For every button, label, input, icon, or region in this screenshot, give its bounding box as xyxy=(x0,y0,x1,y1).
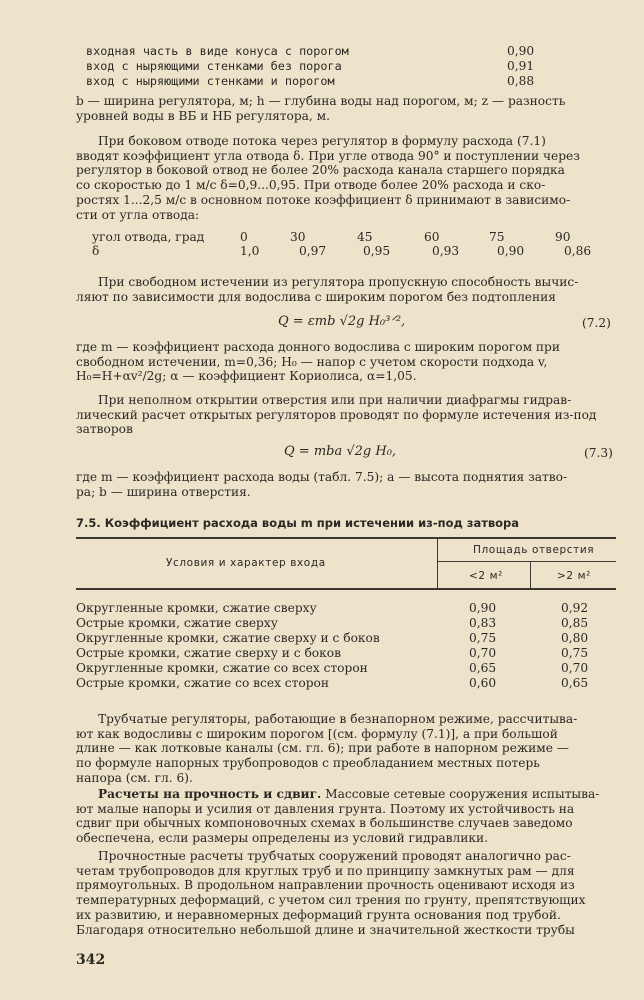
text-line: уровней воды в ВБ и НБ регулятора, м. xyxy=(76,108,331,123)
text-line: регулятор в боковой отвод не более 20% расхода канала старшего порядка xyxy=(76,163,565,178)
table-cell: 0,65 xyxy=(469,661,497,675)
delta-value: 0,97 xyxy=(299,244,327,258)
text-line: сдвиг при обычных компоновочных схемах в большинстве случаев заведомо xyxy=(76,816,573,831)
text-line: Трубчатые регуляторы, работающие в безнапорном режиме, рассчитыва- xyxy=(98,712,578,726)
table-caption: 7.5. Коэффициент расхода воды m при истечении из-под затвора xyxy=(76,516,520,530)
paragraph-free-flow xyxy=(76,275,616,304)
text-line: затворов xyxy=(76,422,133,437)
table-cell: 0,65 xyxy=(561,676,589,690)
text-line: ра; b — ширина отверстия. xyxy=(76,484,251,499)
table-row-label: Острые кромки, сжатие сверху и с боков xyxy=(76,646,341,660)
text-line: лический расчет открытых регуляторов проводят по формуле истечения из-под xyxy=(76,407,597,422)
definitions-gate xyxy=(76,470,616,499)
text-line: Благодаря относительно небольшой длине и значительной жесткости трубы xyxy=(76,922,575,937)
delta-value: 0,90 xyxy=(497,244,525,258)
text-line: обеспечена, если размеры определены из условий гидравлики. xyxy=(76,831,488,846)
angle-value: 0 xyxy=(240,230,248,244)
table-header-rule xyxy=(76,588,616,590)
table-row-label: Округленные кромки, сжатие со всех сторон xyxy=(76,661,368,675)
col-header-lt: <2 м² xyxy=(469,570,503,582)
text-line: температурных деформаций, с учетом сил трения по грунту, препятствующих xyxy=(76,893,586,908)
table-top-rule xyxy=(76,537,616,539)
table-cell: 0,85 xyxy=(561,616,589,630)
col-header-conditions: Условия и характер входа xyxy=(166,557,326,569)
table-cell: 0,80 xyxy=(561,631,589,645)
angle-value: 90 xyxy=(555,230,571,244)
table-header-split xyxy=(437,561,616,562)
table-cell: 0,60 xyxy=(469,676,497,690)
formula-7-2: Q = εmb √2g H₀³ᐟ², xyxy=(278,314,406,329)
text-line: сти от угла отвода: xyxy=(76,207,200,222)
text-line: H₀=H+αv²/2g; α — коэффициент Кориолиса, α=1,05. xyxy=(76,369,417,384)
table-cell: 0,92 xyxy=(561,601,589,615)
angle-label: угол отвода, град xyxy=(92,230,205,244)
col-header-gt: >2 м² xyxy=(557,570,591,582)
text-line: длине — как лотковые каналы (см. гл. 6); при работе в напорном режиме — xyxy=(76,741,569,756)
entrance-item-text: вход с ныряющими стенками и порогом xyxy=(86,74,335,88)
entrance-item-value: 0,88 xyxy=(507,74,535,88)
paragraph-calculation xyxy=(76,849,616,937)
angle-value: 30 xyxy=(290,230,306,244)
table-row-label: Острые кромки, сжатие сверху xyxy=(76,616,278,630)
paragraph-partial-opening xyxy=(76,393,616,437)
table-row-label: Округленные кромки, сжатие сверху xyxy=(76,601,317,615)
delta-value: 0,95 xyxy=(363,244,391,258)
formula-number: (7.3) xyxy=(584,446,613,460)
text-line: b — ширина регулятора, м; h — глубина воды над порогом, м; z — разность xyxy=(76,94,566,108)
text-line: свободном истечении, m=0,36; H₀ — напор с учетом скорости подхода v, xyxy=(76,354,548,369)
table-cell: 0,75 xyxy=(561,646,589,660)
angle-value: 75 xyxy=(489,230,505,244)
delta-label: δ xyxy=(92,244,100,258)
text-line: При свободном истечении из регулятора пропускную способность вычис- xyxy=(98,275,579,289)
formula-7-3: Q = mba √2g H₀, xyxy=(284,444,397,459)
col-header-area: Площадь отверстия xyxy=(473,544,595,556)
paragraph-tubular xyxy=(76,712,616,786)
table-row-label: Округленные кромки, сжатие сверху и с боков xyxy=(76,631,380,645)
text-line: ют малые напоры и усилия от давления грунта. Поэтому их устойчивость на xyxy=(76,801,575,816)
text-line: Прочностные расчеты трубчатых сооружений проводят аналогично рас- xyxy=(98,849,571,863)
definitions-discharge xyxy=(76,340,616,384)
text-line xyxy=(76,787,616,802)
text-line: При боковом отводе потока через регулятор в формулу расхода (7.1) xyxy=(98,134,546,148)
table-cell: 0,83 xyxy=(469,616,497,630)
text-line: со скоростью до 1 м/с δ=0,9...0,95. При отводе более 20% расхода и ско- xyxy=(76,178,546,193)
text-line: по формуле напорных трубопроводов с преобладанием местных потерь xyxy=(76,756,540,771)
table-col-divider xyxy=(437,538,438,588)
text-line: ют как водосливы с широким порогом [(см. формулу (7.1)], а при большой xyxy=(76,726,558,741)
delta-value: 1,0 xyxy=(240,244,260,258)
table-cell: 0,70 xyxy=(469,646,497,660)
text-line: напора (см. гл. 6). xyxy=(76,770,193,785)
text-run: Массовые сетевые сооружения испытыва- xyxy=(321,787,600,801)
formula-number: (7.2) xyxy=(582,316,611,330)
paragraph-side-outlet xyxy=(76,134,616,222)
text-line: где m — коэффициент расхода донного водослива с широким порогом при xyxy=(76,340,560,354)
entrance-item-text: вход с ныряющими стенками без порога xyxy=(86,59,342,73)
table-cell: 0,75 xyxy=(469,631,497,645)
delta-value: 0,93 xyxy=(432,244,460,258)
text-line: их развитию, и неравномерных деформаций грунта основания под трубой. xyxy=(76,907,561,922)
angle-value: 45 xyxy=(357,230,373,244)
table-cell: 0,90 xyxy=(469,601,497,615)
table-col-divider xyxy=(530,562,531,588)
text-line: прямоугольных. В продольном направлении прочность оценивают исходя из xyxy=(76,878,575,893)
definitions-width-depth xyxy=(76,94,616,123)
paragraph-strength xyxy=(76,787,616,846)
table-row-label: Острые кромки, сжатие со всех сторон xyxy=(76,676,329,690)
text-line: При неполном открытии отверстия или при наличии диафрагмы гидрав- xyxy=(98,393,572,407)
angle-value: 60 xyxy=(424,230,440,244)
entrance-item-text: входная часть в виде конуса с порогом xyxy=(86,44,349,58)
text-line: четам трубопроводов для круглых труб и по принципу замкнутых рам — для xyxy=(76,863,575,878)
page-number: 342 xyxy=(76,952,106,968)
table-cell: 0,70 xyxy=(561,661,589,675)
text-line: вводят коэффициент угла отвода δ. При угле отвода 90° и поступлении через xyxy=(76,148,580,163)
delta-value: 0,86 xyxy=(564,244,592,258)
text-line: ляют по зависимости для водослива с широким порогом без подтопления xyxy=(76,289,556,304)
entrance-item-value: 0,90 xyxy=(507,44,535,58)
text-line: ростях 1...2,5 м/с в основном потоке коэффициент δ принимают в зависимо- xyxy=(76,192,571,207)
text-line: где m — коэффициент расхода воды (табл. 7.5); a — высота поднятия затво- xyxy=(76,470,568,484)
entrance-item-value: 0,91 xyxy=(507,59,535,73)
section-heading-strength: Расчеты на прочность и сдвиг. xyxy=(98,787,322,801)
